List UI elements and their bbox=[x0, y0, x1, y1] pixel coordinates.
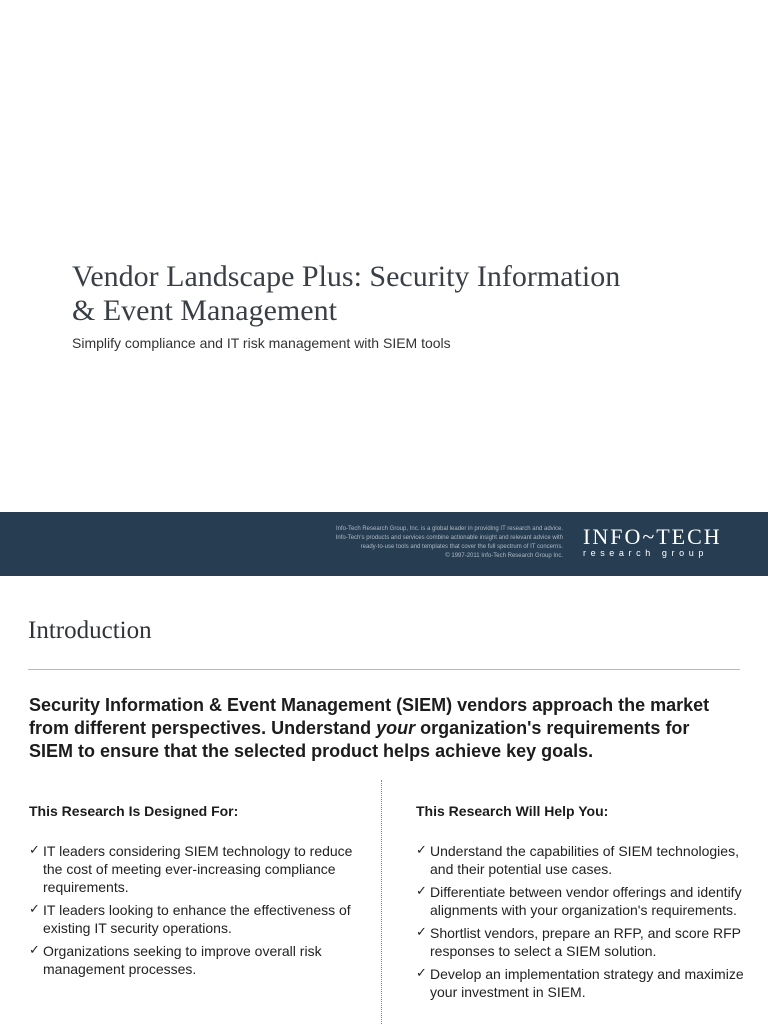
list-item-text: Differentiate between vendor offerings and identify alignments with your organization's requirements. bbox=[430, 884, 742, 918]
list-item-text: Organizations seeking to improve overall risk management processes. bbox=[43, 943, 322, 977]
designed-for-list bbox=[29, 842, 369, 978]
checkmark-icon: ✓ bbox=[29, 902, 40, 917]
cover-subtitle: Simplify compliance and IT risk management with SIEM tools bbox=[72, 335, 451, 351]
brand-banner bbox=[0, 512, 768, 576]
blurb-line-2: Info-Tech's products and services combine actionable insight and relevant advice with bbox=[335, 535, 563, 541]
blurb-line-1: Info-Tech Research Group, Inc. is a global leader in providing IT research and advice. bbox=[335, 526, 563, 532]
company-blurb bbox=[253, 525, 563, 561]
will-help-column bbox=[416, 802, 756, 1006]
list-item bbox=[416, 965, 756, 1001]
checkmark-icon: ✓ bbox=[416, 966, 427, 981]
designed-for-heading: This Research Is Designed For: bbox=[29, 803, 239, 819]
list-item bbox=[416, 842, 756, 878]
list-item-text: Develop an implementation strategy and maximize your investment in SIEM. bbox=[430, 966, 744, 1000]
section-title: Introduction bbox=[28, 617, 152, 644]
will-help-heading: This Research Will Help You: bbox=[416, 803, 609, 819]
lead-text-part-2: organization's requirements for SIEM to ensure that the selected product helps achieve key goals. bbox=[29, 718, 690, 761]
section-divider bbox=[28, 669, 740, 670]
list-item-text: IT leaders looking to enhance the effectiveness of existing IT security operations. bbox=[43, 902, 351, 936]
lead-text-part-1: Security Information & Event Management (SIEM) vendors approach the market from different perspectives. Understand bbox=[29, 695, 710, 738]
list-item-text: IT leaders considering SIEM technology to reduce the cost of meeting ever-increasing compliance requirements. bbox=[43, 843, 353, 895]
checkmark-icon: ✓ bbox=[29, 843, 40, 858]
cover-title-line-1: Vendor Landscape Plus: Security Information bbox=[72, 260, 621, 293]
list-item bbox=[29, 842, 369, 896]
company-logo bbox=[583, 526, 743, 558]
list-item bbox=[29, 942, 369, 978]
checkmark-icon: ✓ bbox=[29, 943, 40, 958]
list-item bbox=[416, 924, 756, 960]
blurb-line-4: © 1997-2011 Info-Tech Research Group Inc. bbox=[445, 553, 563, 559]
checkmark-icon: ✓ bbox=[416, 843, 427, 858]
logo-tagline: research group bbox=[583, 548, 708, 558]
checkmark-icon: ✓ bbox=[416, 884, 427, 899]
logo-wordmark: INFO~TECH bbox=[583, 524, 722, 549]
list-item bbox=[416, 883, 756, 919]
column-divider bbox=[381, 780, 382, 1024]
checkmark-icon: ✓ bbox=[416, 925, 427, 940]
will-help-list bbox=[416, 842, 756, 1001]
blurb-line-3: ready-to-use tools and templates that cover the full spectrum of IT concerns. bbox=[360, 544, 563, 550]
designed-for-column bbox=[29, 802, 369, 983]
list-item-text: Shortlist vendors, prepare an RFP, and score RFP responses to select a SIEM solution. bbox=[430, 925, 741, 959]
cover-title-line-2: & Event Management bbox=[72, 294, 337, 327]
lead-statement bbox=[29, 694, 729, 763]
lead-emphasis: your bbox=[376, 718, 416, 738]
list-item-text: Understand the capabilities of SIEM technologies, and their potential use cases. bbox=[430, 843, 739, 877]
list-item bbox=[29, 901, 369, 937]
cover-title bbox=[72, 260, 712, 328]
